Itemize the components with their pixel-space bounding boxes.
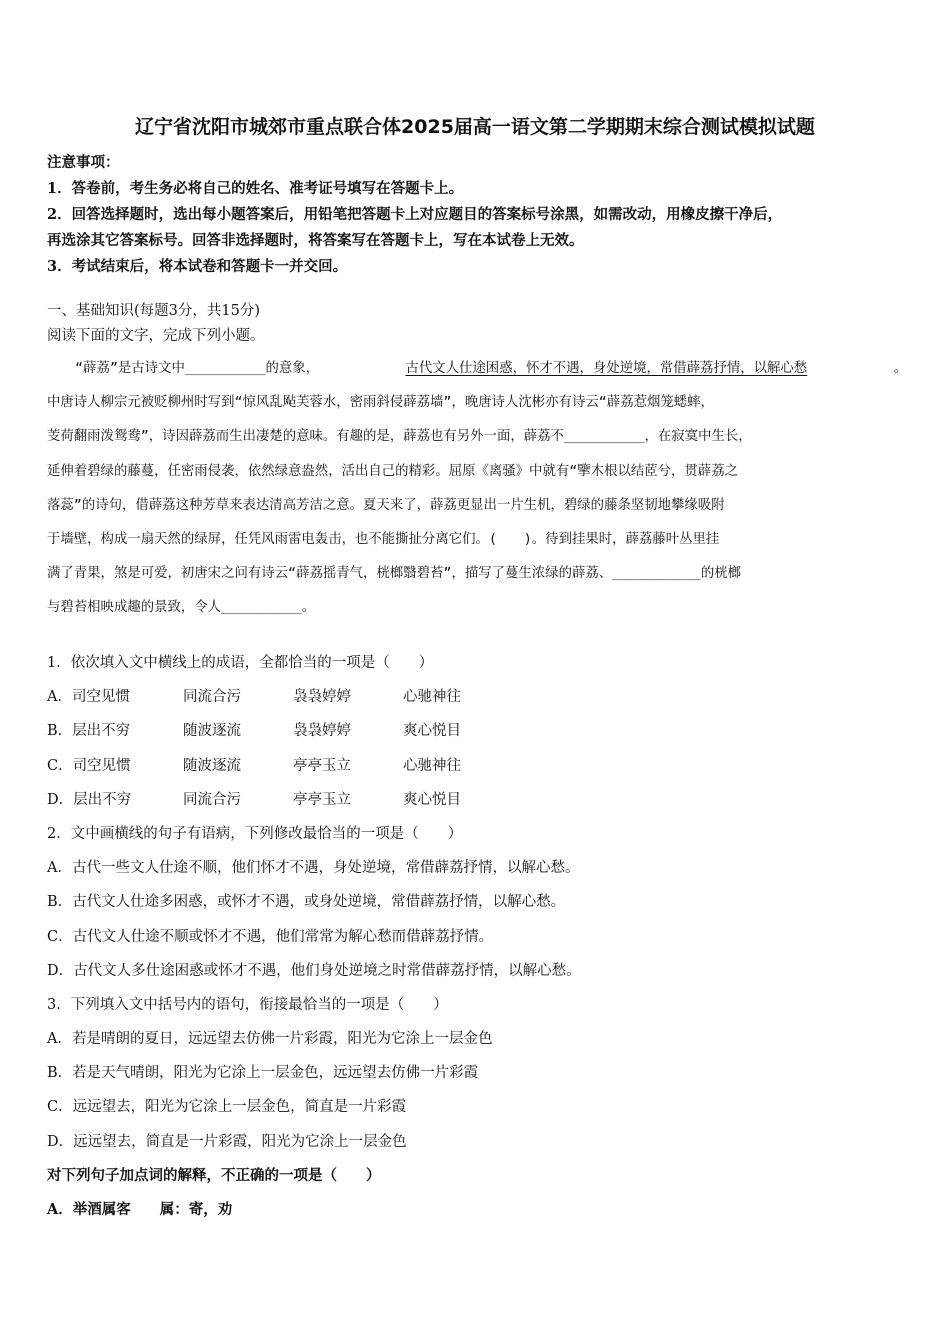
option-word: 心驰神往 <box>403 689 461 706</box>
option-word: B．层出不穷 <box>47 723 131 740</box>
passage-line <box>47 420 907 454</box>
reading-passage <box>47 352 907 626</box>
option-word: 随波逐流 <box>183 757 241 774</box>
passage-line <box>47 557 907 591</box>
option-word: 同流合污 <box>183 791 241 808</box>
question-2-option-a[interactable]: A．古代一些文人仕途不顺，他们怀才不遇，身处逆境，常借薜荔抒情，以解心愁。 <box>47 860 580 877</box>
question-2-option-d[interactable]: D．古代文人多仕途困惑或怀才不遇，他们身处逆境之时常借薜荔抒情，以解心愁。 <box>47 962 581 979</box>
question-2-stem: 2．文中画横线的句子有语病，下列修改最恰当的一项是（ ） <box>47 825 463 842</box>
option-word: 同流合污 <box>183 689 241 706</box>
option-word: 心驰神往 <box>403 757 461 774</box>
section-heading: 一、基础知识(每题3分，共15分) <box>47 303 260 319</box>
questions <box>47 650 907 1231</box>
question-1-option-b[interactable] <box>47 718 907 752</box>
question-1-option-a[interactable] <box>47 684 907 718</box>
question-1-option-d[interactable] <box>47 787 907 821</box>
passage-text: 落蕊”的诗句，借薜荔这种芳草来表达清高芳洁之意。夏天来了，薜荔更显出一片生机，碧绿的藤条坚韧地攀缘吸附 <box>47 497 725 513</box>
question-3-option-d[interactable]: D．远远望去，简直是一片彩霞，阳光为它涂上一层金色 <box>47 1133 407 1150</box>
passage-line <box>47 489 907 523</box>
option-word: 爽心悦目 <box>403 791 461 808</box>
notice-heading: 注意事项： <box>47 154 120 171</box>
option-word: 袅袅婷婷 <box>293 723 351 740</box>
question-3-stem: 3．下列填入文中括号内的语句，衔接最恰当的一项是（ ） <box>47 996 448 1013</box>
passage-line <box>47 352 907 386</box>
option-word: 爽心悦目 <box>403 723 461 740</box>
passage-text: 满了青果，煞是可爱，初唐宋之问有诗云“薜荔摇青气，桄榔翳碧苔”，描写了蔓生浓绿的薜荔、___________的桄榔 <box>47 566 741 582</box>
question-2-option-c[interactable]: C．古代文人仕途不顺或怀才不遇，他们常常为解心愁而借薜荔抒情。 <box>47 928 494 945</box>
notice-item: 再选涂其它答案标号。回答非选择题时，将答案写在答题卡上，写在本试卷上无效。 <box>47 232 584 249</box>
question-1-stem: 1．依次填入文中横线上的成语，全都恰当的一项是（ ） <box>47 655 434 671</box>
question-3-option-b[interactable]: B．若是天气晴朗，阳光为它涂上一层金色，远远望去仿佛一片彩霞 <box>47 1065 479 1082</box>
passage-text: “薜荔”是古诗文中__________的意象， <box>75 361 320 376</box>
option-word: D．层出不穷 <box>47 791 132 808</box>
option-word: 亭亭玉立 <box>293 791 351 808</box>
option-word: 袅袅婷婷 <box>293 689 351 706</box>
option-word: C．司空见惯 <box>47 757 131 774</box>
question-3-option-c[interactable]: C．远远望去，阳光为它涂上一层金色，简直是一片彩霞 <box>47 1099 407 1116</box>
passage-line <box>47 455 907 489</box>
question-2-option-b[interactable]: B．古代文人仕途多困惑，或怀才不遇，或身处逆境，常借薜荔抒情，以解心愁。 <box>47 894 566 911</box>
question-3-option-a[interactable]: A．若是晴朗的夏日，远远望去仿佛一片彩霞，阳光为它涂上一层金色 <box>47 1031 493 1048</box>
passage-text: 中唐诗人柳宗元被贬柳州时写到“惊风乱飐芙蓉水，密雨斜侵薜荔墙”，晚唐诗人沈彬亦有诗云“薜荔惹烟笼蟋蟀， <box>47 395 714 411</box>
question-4-option-a[interactable]: A．举酒属客 属：寄，劝 <box>47 1201 233 1218</box>
passage-text: 与碧苔相映成趣的景致，令人__________。 <box>47 600 316 616</box>
notice-item: 1．答卷前，考生务必将自己的姓名、准考证号填写在答题卡上。 <box>47 180 464 197</box>
notice-item: 3．考试结束后，将本试卷和答题卡一并交回。 <box>47 258 348 275</box>
passage-text: 。 <box>893 361 907 376</box>
option-word: 随波逐流 <box>183 723 241 740</box>
passage-text: 延伸着碧绿的藤蔓，任密雨侵袭，依然绿意盎然，活出自己的精彩。屈原《离骚》中就有“擥木根以结茝兮，贯薜荔之 <box>47 463 738 479</box>
notice-item: 2．回答选择题时，选出每小题答案后，用铅笔把答题卡上对应题目的答案标号涂黑，如需改动，用橡皮擦干净后， <box>47 206 783 223</box>
section-instruction: 阅读下面的文字，完成下列小题。 <box>47 328 265 344</box>
passage-line <box>47 386 907 420</box>
passage-line <box>47 591 907 625</box>
option-word: 亭亭玉立 <box>293 757 351 774</box>
notice-block <box>47 150 907 280</box>
passage-text: 于墙壁，构成一扇天然的绿屏，任凭风雨雷电轰击，也不能撕扯分离它们。( )。待到挂果时，薜荔藤叶丛里挂 <box>47 532 720 548</box>
option-word: A．司空见惯 <box>47 689 130 706</box>
question-4-stem: 对下列句子加点词的解释，不正确的一项是（ ） <box>47 1166 381 1184</box>
passage-text: 芰荷翻雨泼鸳鸯”，诗因薜荔而生出凄楚的意味。有趣的是，薜荔也有另外一面，薜荔不__________，在寂寞中生长， <box>47 429 752 445</box>
passage-line <box>47 523 907 557</box>
page-title: 辽宁省沈阳市城郊市重点联合体2025届高一语文第二学期期末综合测试模拟试题 <box>135 116 815 138</box>
underlined-sentence: 古代文人仕途困惑，怀才不遇，身处逆境，常借薜荔抒情，以解心愁 <box>405 361 808 376</box>
question-1-option-c[interactable] <box>47 753 907 787</box>
